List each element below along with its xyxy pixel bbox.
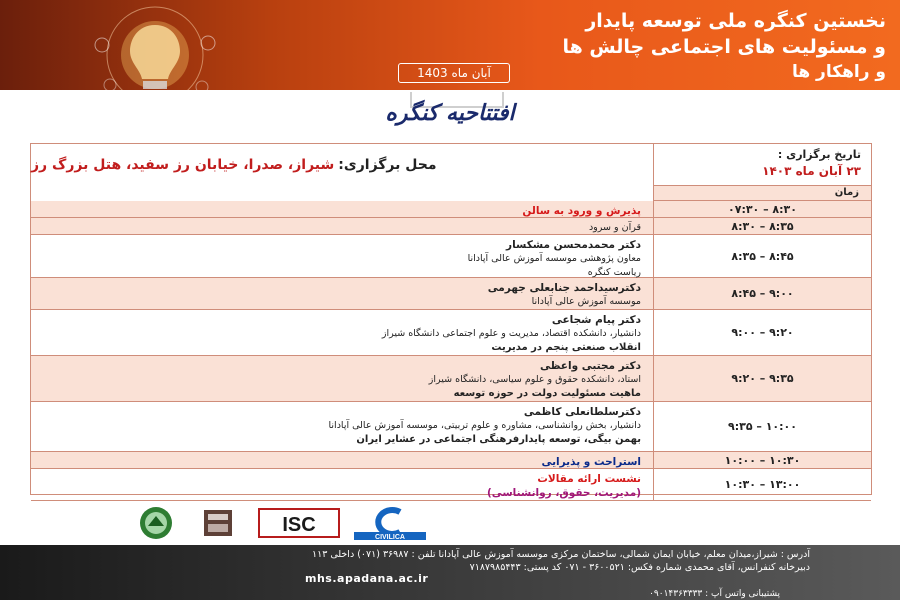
- session-line: موسسه آموزش عالی آپادانا: [531, 296, 641, 307]
- session-cell: [31, 452, 653, 468]
- date-label: تاریخ برگزاری :: [777, 148, 861, 161]
- session-line: ماهیت مسئولیت دولت در حوزه توسعه: [453, 388, 641, 399]
- session-line: انقلاب صنعتی پنجم در مدیریت: [491, 342, 641, 353]
- session-line: نشست ارائه مقالات: [537, 473, 641, 485]
- session-line: دکتر پیام شجاعی: [551, 314, 641, 326]
- civilica-logo: [352, 506, 428, 540]
- schedule-row: [31, 235, 871, 278]
- shield-logo: [130, 506, 182, 540]
- time-cell: ۰۷:۳۰ – ۸:۳۰: [653, 201, 871, 217]
- time-cell: ۱۰:۳۰ – ۱۳:۰۰: [653, 469, 871, 500]
- session-cell: [31, 235, 653, 277]
- session-cell: [31, 201, 653, 217]
- session-line: دانشیار، دانشکده اقتصاد، مدیریت و علوم اجتماعی دانشگاه شیراز: [381, 328, 641, 339]
- time-cell: ۸:۴۵ – ۹:۰۰: [653, 278, 871, 309]
- session-line: قرآن و سرود: [588, 222, 641, 233]
- opening-title: افتتاحیه کنگره: [385, 100, 515, 126]
- session-line: استراحت و پذیرایی: [541, 456, 641, 468]
- venue-cell: [31, 144, 653, 186]
- session-line: پذیرش و ورود به سالن: [522, 205, 641, 217]
- sponsor-logos: [130, 506, 430, 546]
- time-header: زمان: [653, 186, 871, 201]
- civilica-logo-text: CIVILICA: [375, 534, 405, 540]
- schedule-table: [30, 143, 872, 499]
- header-banner: [0, 0, 900, 90]
- footer-address: آدرس : شیراز،میدان معلم، خیابان ایمان شمالی، ساختمان مرکزی موسسه آموزش عالی آپادانا تلفن : ۳۶۹۸۷ (۰۷۱) داخلی ۱۱۳: [312, 549, 810, 560]
- time-cell: ۹:۳۵ – ۱۰:۰۰: [653, 402, 871, 451]
- session-cell: [31, 218, 653, 234]
- session-line: معاون پژوهشی موسسه آموزش عالی آپادانا: [467, 253, 641, 264]
- session-line: استاد، دانشکده حقوق و علوم سیاسی، دانشگاه شیراز: [428, 374, 641, 385]
- venue-label: محل برگزاری:: [338, 157, 437, 173]
- session-cell: [31, 278, 653, 309]
- session-line: ریاست کنگره: [587, 267, 641, 278]
- date-value: ۲۳ آبان ماه ۱۴۰۳: [762, 164, 861, 178]
- session-line: دکترسیداحمد جنابعلی جهرمی: [487, 282, 641, 294]
- schedule-row: [31, 218, 871, 235]
- date-badge: آبان ماه 1403: [398, 63, 510, 83]
- time-cell: ۱۰:۰۰ – ۱۰:۳۰: [653, 452, 871, 468]
- session-cell: [31, 469, 653, 500]
- session-line: دانشیار، بخش روانشناسی، مشاوره و علوم تربیتی، موسسه آموزش عالی آپادانا: [328, 420, 641, 431]
- time-cell: ۹:۰۰ – ۹:۲۰: [653, 310, 871, 355]
- schedule-row: [31, 310, 871, 356]
- session-cell: [31, 402, 653, 451]
- schedule-row: [31, 469, 871, 501]
- schedule-row: [31, 402, 871, 452]
- footer-secretariat: دبیرخانه کنفرانس، آقای محمدی شماره فکس: ۳۶۰۰۵۲۱ - ۰۷۱ کد پستی: ۷۱۸۷۹۸۵۴۴۳: [469, 562, 810, 573]
- footer-website-link[interactable]: mhs.apadana.ac.ir: [305, 572, 429, 585]
- session-line: بهمن بیگی، توسعه پایدارفرهنگی اجتماعی در عشایر ایران: [356, 434, 641, 445]
- title-line-3: و راهکار ها: [791, 62, 886, 82]
- session-line: دکتر محمدمحسن مشکسار: [506, 239, 641, 251]
- title-line-1: نخستین کنگره ملی توسعه پایدار: [585, 10, 886, 32]
- lightbulb-illustration: [80, 5, 230, 90]
- isc-logo-text: ISC: [282, 514, 316, 536]
- session-line: دکتر مجتبی واعظی: [539, 360, 641, 372]
- isc-logo: [258, 506, 340, 540]
- session-line: (مدیریت، حقوق، روانشناسی): [486, 487, 641, 499]
- schedule-row: [31, 278, 871, 310]
- footer: [0, 545, 900, 600]
- schedule-row: [31, 356, 871, 402]
- title-line-2: و مسئولیت های اجتماعی چالش ها: [562, 36, 886, 58]
- date-cell: [653, 144, 871, 186]
- time-cell: ۸:۳۰ – ۸:۳۵: [653, 218, 871, 234]
- session-cell: [31, 310, 653, 355]
- emblem-logo: [198, 506, 238, 540]
- session-line: دکترسلطانعلی کاظمی: [523, 406, 641, 418]
- schedule-row: [31, 452, 871, 469]
- schedule-row: [31, 201, 871, 218]
- session-cell: [31, 356, 653, 401]
- time-cell: ۸:۳۵ – ۸:۴۵: [653, 235, 871, 277]
- venue-value: شیراز، صدرا، خیابان رز سفید، هتل بزرگ رز: [31, 157, 335, 173]
- time-cell: ۹:۲۰ – ۹:۳۵: [653, 356, 871, 401]
- footer-whatsapp: پشتیبانی واتس آپ : ۰۹۰۱۴۳۶۳۳۳۳: [649, 589, 780, 599]
